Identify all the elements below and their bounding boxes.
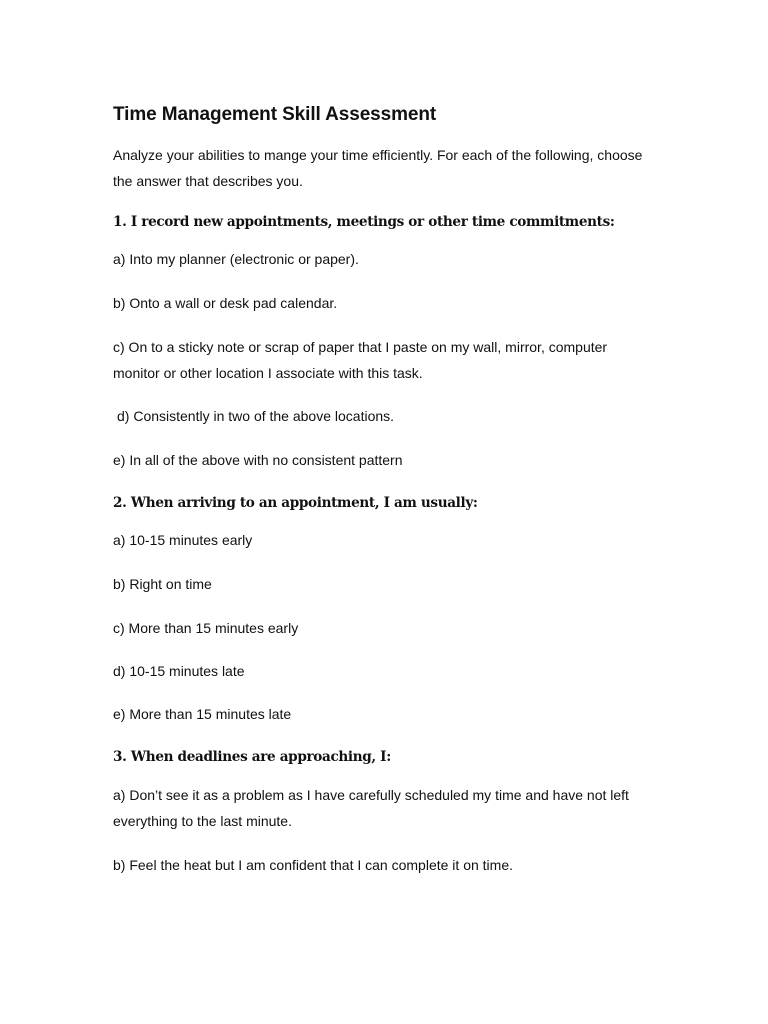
question-2-option-b: b) Right on time (113, 576, 212, 592)
question-2-option-d: d) 10-15 minutes late (113, 663, 245, 679)
question-3-heading: 3. When deadlines are approaching, I: (113, 749, 391, 765)
document-title: Time Management Skill Assessment (113, 104, 437, 125)
question-1-option-b: b) Onto a wall or desk pad calendar. (113, 295, 338, 311)
question-1-option-c: c) On to a sticky note or scrap of paper that I paste on my wall, mirror, computer monitor or other location I associate with this task. (113, 339, 608, 381)
question-1-option-e: e) In all of the above with no consistent pattern (113, 452, 403, 468)
question-2-heading: 2. When arriving to an appointment, I am usually: (113, 495, 478, 511)
question-3-option-a: a) Don’t see it as a problem as I have carefully scheduled my time and have not left everything to the last minute. (113, 787, 629, 829)
intro-paragraph: Analyze your abilities to mange your time efficiently. For each of the following, choose the answer that describes you. (113, 147, 643, 189)
question-1-option-a: a) Into my planner (electronic or paper). (113, 251, 359, 267)
question-1-option-d: d) Consistently in two of the above locations. (117, 408, 395, 424)
question-2-option-a: a) 10-15 minutes early (113, 532, 253, 548)
question-2-option-e: e) More than 15 minutes late (113, 706, 292, 722)
question-3-option-b: b) Feel the heat but I am confident that I can complete it on time. (113, 857, 513, 873)
question-2-option-c: c) More than 15 minutes early (113, 620, 299, 636)
question-1-heading: 1. I record new appointments, meetings or other time commitments: (113, 214, 615, 230)
